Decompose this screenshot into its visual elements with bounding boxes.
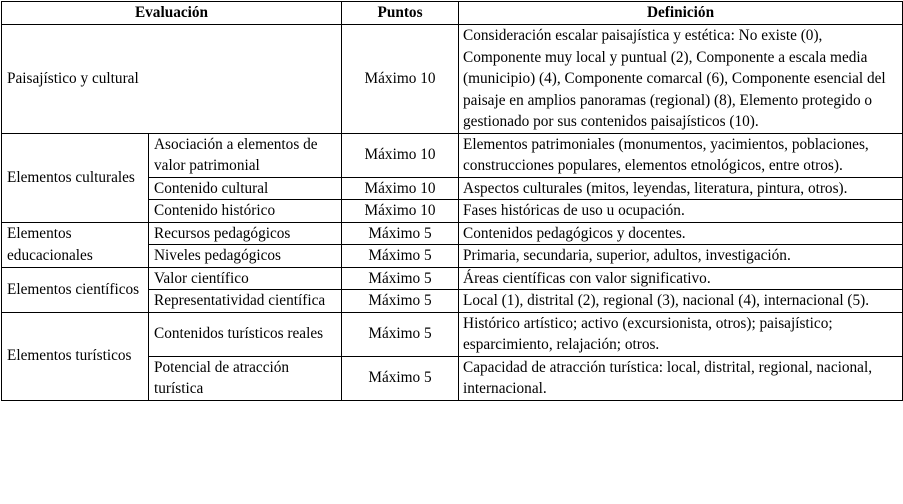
category-cell: Elementos turísticos [2,312,149,400]
subcategory-cell: Contenido cultural [149,177,342,200]
definition-cell: Consideración escalar paisajística y estética: No existe (0), Componente muy local y puntual (2), Componente a escala media (municipio) (4), Componente comarcal (6), Componente esencial del paisaje en amplios panoramas (regional) (8), Elemento protegido o gestionado por sus contenidos paisajísticos (10). [459,25,903,134]
points-cell: Máximo 5 [342,245,459,268]
table-row [2,25,903,134]
header-row [2,2,903,25]
table-row [2,133,903,177]
definition-cell: Elementos patrimoniales (monumentos, yacimientos, poblaciones, construcciones populares, elementos etnológicos, entre otros). [459,133,903,177]
subcategory-cell: Valor científico [149,267,342,290]
table-row [2,267,903,290]
points-cell: Máximo 5 [342,290,459,313]
subcategory-cell: Representatividad científica [149,290,342,313]
definition-cell: Primaria, secundaria, superior, adultos, investigación. [459,245,903,268]
definition-cell: Local (1), distrital (2), regional (3), nacional (4), internacional (5). [459,290,903,313]
points-cell: Máximo 10 [342,177,459,200]
points-cell: Máximo 5 [342,222,459,245]
points-cell: Máximo 5 [342,267,459,290]
header-puntos: Puntos [342,2,459,25]
category-cell: Elementos culturales [2,133,149,222]
subcategory-cell: Recursos pedagógicos [149,222,342,245]
evaluation-table [1,1,903,401]
definition-cell: Histórico artístico; activo (excursionista, otros); paisajístico; esparcimiento, relajación; otros. [459,312,903,356]
subcategory-cell: Contenido histórico [149,200,342,223]
points-cell: Máximo 10 [342,200,459,223]
subcategory-cell: Potencial de atracción turística [149,356,342,400]
table-row [2,312,903,356]
definition-cell: Fases históricas de uso u ocupación. [459,200,903,223]
definition-cell: Áreas científicas con valor significativo. [459,267,903,290]
subcategory-cell: Contenidos turísticos reales [149,312,342,356]
points-cell: Máximo 5 [342,312,459,356]
definition-cell: Contenidos pedagógicos y docentes. [459,222,903,245]
points-cell: Máximo 10 [342,25,459,134]
subcategory-cell: Asociación a elementos de valor patrimonial [149,133,342,177]
category-cell: Paisajístico y cultural [2,25,342,134]
subcategory-cell: Niveles pedagógicos [149,245,342,268]
points-cell: Máximo 5 [342,356,459,400]
header-definicion: Definición [459,2,903,25]
category-cell: Elementos científicos [2,267,149,312]
header-evaluacion: Evaluación [2,2,342,25]
table-row [2,222,903,245]
points-cell: Máximo 10 [342,133,459,177]
definition-cell: Aspectos culturales (mitos, leyendas, literatura, pintura, otros). [459,177,903,200]
definition-cell: Capacidad de atracción turística: local, distrital, regional, nacional, internacional. [459,356,903,400]
category-cell: Elementos educacionales [2,222,149,267]
